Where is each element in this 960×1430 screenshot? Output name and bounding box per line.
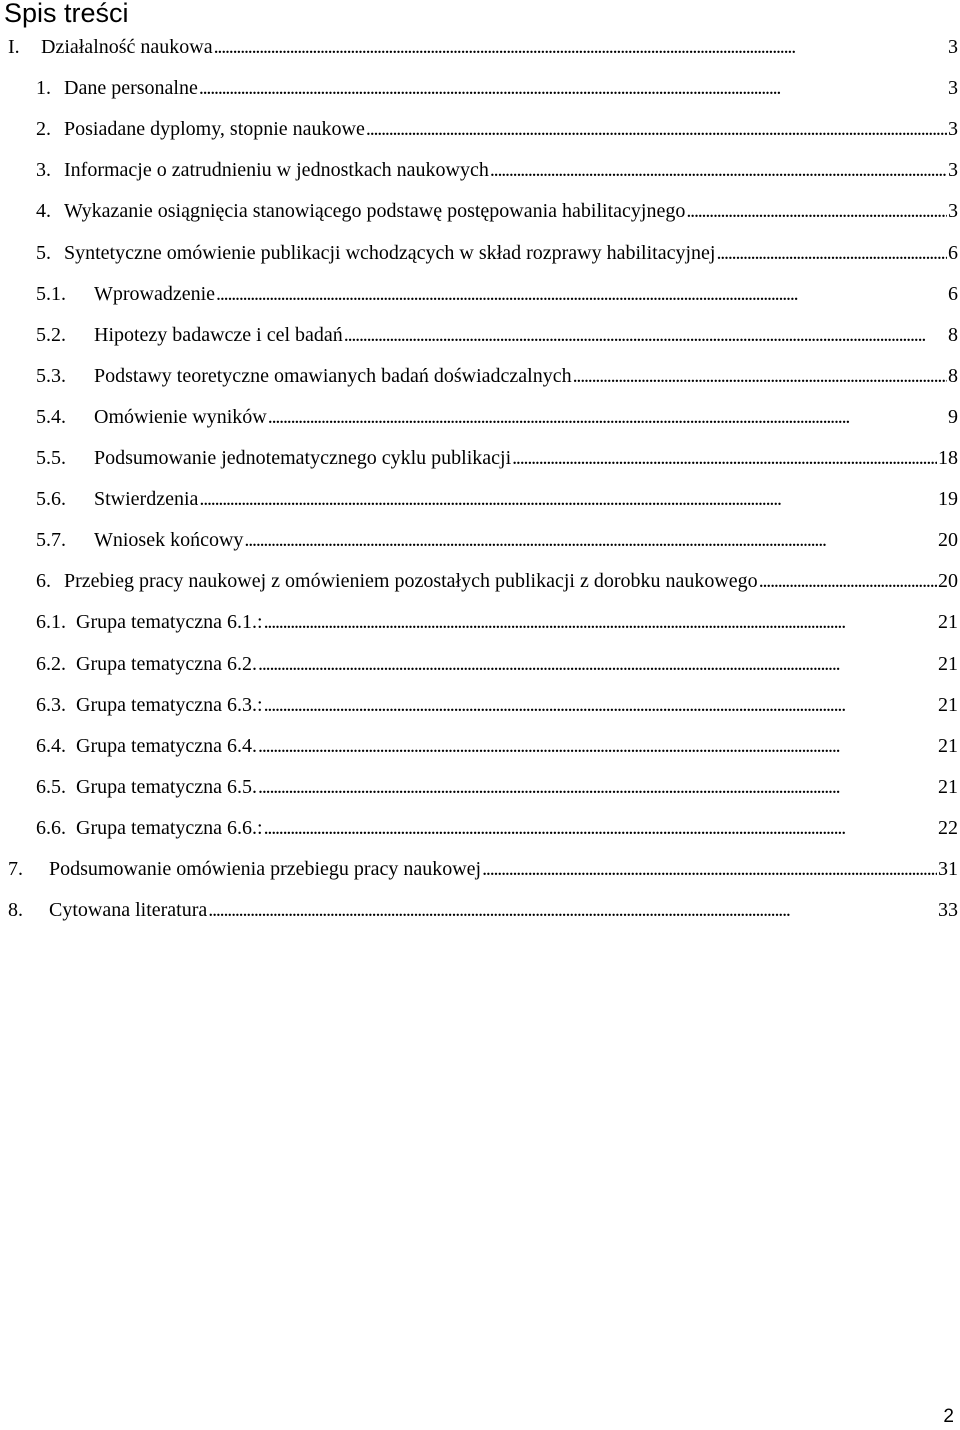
toc-dot-leader (344, 320, 947, 350)
toc-entry-title: Działalność naukowa (41, 36, 213, 58)
toc-entry-page: 6 (948, 282, 958, 305)
toc-entry-page: 33 (938, 899, 958, 922)
toc-entry-page: 20 (938, 529, 958, 552)
toc-entry[interactable] (36, 443, 958, 473)
toc-dot-leader (686, 196, 947, 226)
toc-entry-title: Posiadane dyplomy, stopnie naukowe (64, 118, 365, 141)
toc-entry-page: 3 (948, 159, 958, 182)
toc-entry[interactable] (36, 320, 958, 350)
toc-entry-title: Grupa tematyczna 6.1.: (76, 611, 263, 634)
toc-entry-number: 6.3. (36, 693, 66, 716)
toc-dot-leader (258, 649, 937, 679)
toc-entry[interactable] (8, 32, 958, 62)
toc-entry-number: I. (8, 36, 20, 58)
toc-entry[interactable] (36, 566, 958, 596)
toc-entry-title: Podsumowanie omówienia przebiegu pracy naukowej (49, 858, 482, 880)
toc-dot-leader (512, 443, 937, 473)
toc-entry[interactable] (36, 690, 958, 720)
toc-entry-page: 18 (938, 447, 958, 469)
toc-entry-number: 6.5. (36, 775, 66, 798)
toc-entry-number: 8. (8, 899, 23, 922)
toc-dot-leader (573, 361, 947, 391)
toc-entry[interactable] (8, 854, 958, 884)
toc-dot-leader (716, 238, 947, 268)
toc-entry-title: Syntetyczne omówienie publikacji wchodzących w skład rozprawy habilitacyjnej (64, 241, 716, 264)
toc-entry-number: 7. (8, 858, 23, 880)
toc-dot-leader (214, 32, 947, 62)
toc-dot-leader (244, 525, 937, 555)
toc-entry-number: 5.2. (36, 323, 66, 346)
toc-dot-leader (264, 690, 937, 720)
toc-entry-number: 1. (36, 77, 51, 100)
page-number: 2 (943, 1406, 954, 1427)
toc-entry[interactable] (36, 155, 958, 185)
toc-entry[interactable] (36, 196, 958, 226)
toc-entry[interactable] (36, 525, 958, 555)
toc-entry[interactable] (36, 361, 958, 391)
toc-entry-title: Hipotezy badawcze i cel badań (94, 323, 343, 346)
toc-entry-title: Grupa tematyczna 6.2. (76, 652, 258, 675)
toc-entry-page: 3 (948, 200, 958, 223)
toc-entry-title: Podsumowanie jednotematycznego cyklu publikacji (94, 447, 512, 469)
toc-entry-title: Wykazanie osiągnięcia stanowiącego podstawę postępowania habilitacyjnego (64, 200, 686, 223)
toc-entry[interactable] (36, 238, 958, 268)
toc-entry[interactable] (8, 895, 958, 925)
toc-entry-page: 21 (938, 652, 958, 675)
toc-dot-leader (482, 854, 937, 884)
toc-entry-page: 3 (948, 77, 958, 100)
toc-entry-page: 22 (938, 816, 958, 839)
toc-entry-page: 9 (948, 405, 958, 428)
toc-entry-page: 21 (938, 734, 958, 757)
toc-entry-number: 6.1. (36, 611, 66, 634)
toc-entry-page: 3 (948, 118, 958, 141)
toc-entry-page: 6 (948, 241, 958, 264)
toc-dot-leader (258, 731, 937, 761)
toc-entry-page: 21 (938, 775, 958, 798)
toc-entry-page: 8 (948, 323, 958, 346)
toc-dot-leader (366, 114, 947, 144)
toc-entry-number: 5. (36, 241, 51, 264)
toc-entry-number: 3. (36, 159, 51, 182)
toc-dot-leader (199, 73, 947, 103)
toc-entry-page: 21 (938, 693, 958, 716)
toc-entry-number: 6.2. (36, 652, 66, 675)
toc-entry-number: 4. (36, 200, 51, 223)
toc-entry[interactable] (36, 607, 958, 637)
toc-entry-number: 5.3. (36, 364, 66, 387)
toc-entry-page: 20 (938, 570, 958, 593)
toc-dot-leader (759, 566, 937, 596)
toc-entry[interactable] (36, 114, 958, 144)
toc-dot-leader (268, 402, 947, 432)
toc-entry-title: Cytowana literatura (49, 899, 208, 922)
toc-entry-number: 6.6. (36, 816, 66, 839)
toc-entry-title: Informacje o zatrudnieniu w jednostkach naukowych (64, 159, 489, 182)
toc-entry[interactable] (36, 279, 958, 309)
toc-entry-title: Grupa tematyczna 6.6.: (76, 816, 263, 839)
toc-entry-title: Przebieg pracy naukowej z omówieniem pozostałych publikacji z dorobku naukowego (64, 570, 758, 593)
toc-entry-page: 3 (948, 36, 958, 58)
toc-entry-number: 5.7. (36, 529, 66, 552)
toc-entry-number: 6. (36, 570, 51, 593)
toc-entry-number: 5.4. (36, 405, 66, 428)
toc-dot-leader (258, 772, 937, 802)
toc-dot-leader (199, 484, 937, 514)
toc-entry-number: 6.4. (36, 734, 66, 757)
toc-title: Spis treści (4, 0, 129, 28)
toc-entry[interactable] (36, 73, 958, 103)
toc-entry-title: Stwierdzenia (94, 488, 199, 511)
toc-entry-title: Grupa tematyczna 6.3.: (76, 693, 263, 716)
toc-entry-title: Podstawy teoretyczne omawianych badań doświadczalnych (94, 364, 572, 387)
toc-entry[interactable] (36, 649, 958, 679)
toc-dot-leader (216, 279, 947, 309)
toc-entry[interactable] (36, 813, 958, 843)
toc-dot-leader (264, 607, 937, 637)
toc-entry[interactable] (36, 402, 958, 432)
toc-entry[interactable] (36, 484, 958, 514)
toc-entry-title: Grupa tematyczna 6.4. (76, 734, 258, 757)
toc-entry-title: Dane personalne (64, 77, 198, 100)
toc-entry-title: Wprowadzenie (94, 282, 216, 305)
toc-entry-title: Wniosek końcowy (94, 529, 244, 552)
toc-dot-leader (264, 813, 937, 843)
toc-entry-title: Grupa tematyczna 6.5. (76, 775, 258, 798)
toc-entry-title: Omówienie wyników (94, 405, 267, 428)
toc-entry-page: 19 (938, 488, 958, 511)
toc-entry[interactable] (36, 731, 958, 761)
toc-entry-page: 8 (948, 364, 958, 387)
toc-dot-leader (208, 895, 937, 925)
toc-entry-page: 31 (938, 858, 958, 880)
toc-entry-number: 5.5. (36, 447, 66, 469)
toc-entry-number: 2. (36, 118, 51, 141)
toc-entry-page: 21 (938, 611, 958, 634)
toc-dot-leader (490, 155, 947, 185)
toc-entry-number: 5.1. (36, 282, 66, 305)
toc-entry-number: 5.6. (36, 488, 66, 511)
toc-entry[interactable] (36, 772, 958, 802)
